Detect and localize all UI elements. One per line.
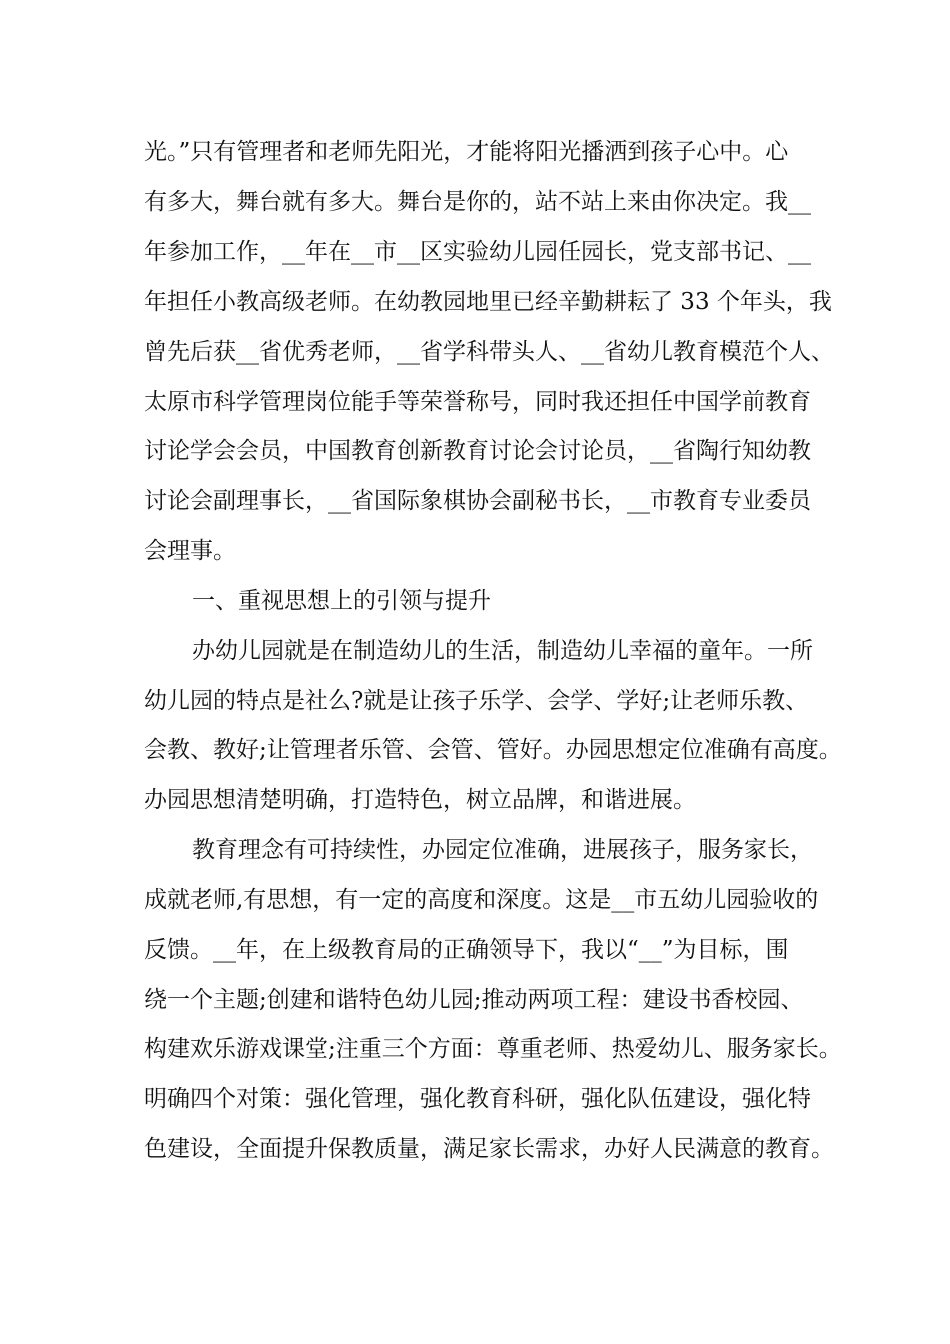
section-heading: 一、重视思想上的引领与提升 [192,588,491,614]
paragraph-line: 办幼儿园就是在制造幼儿的生活，制造幼儿幸福的童年。一所 [192,638,813,664]
paragraph-line: 会教、教好;让管理者乐管、会管、管好。办园思想定位准确有高度。 [144,737,842,763]
paragraph-line: 办园思想清楚明确，打造特色，树立品牌，和谐进展。 [144,787,696,813]
paragraph-line: 讨论会副理事长，__省国际象棋协会副秘书长，__市教育专业委员 [144,488,811,514]
paragraph-line: 年担任小教高级老师。在幼教园地里已经辛勤耕耘了 33 个年头，我 [144,289,832,315]
paragraph-line: 成就老师,有思想，有一定的高度和深度。这是__市五幼儿园验收的 [144,887,819,913]
paragraph-line: 绕一个主题;创建和谐特色幼儿园;推动两项工程：建设书香校园、 [144,987,804,1013]
paragraph-line: 会理事。 [144,538,236,564]
paragraph-line: 明确四个对策：强化管理，强化教育科研，强化队伍建设，强化特 [144,1086,811,1112]
paragraph-line: 曾先后获__省优秀老师，__省学科带头人、__省幼儿教育模范个人、 [144,339,834,365]
paragraph-line: 讨论学会会员，中国教育创新教育讨论会讨论员，__省陶行知幼教 [144,438,811,464]
paragraph-line: 构建欢乐游戏课堂;注重三个方面：尊重老师、热爱幼儿、服务家长。 [144,1036,842,1062]
paragraph-line: 反馈。__年，在上级教育局的正确领导下，我以“__”为目标，围 [144,937,789,963]
paragraph-line: 太原市科学管理岗位能手等荣誉称号，同时我还担任中国学前教育 [144,389,811,415]
paragraph-line: 幼儿园的特点是社么?就是让孩子乐学、会学、学好;让老师乐教、 [144,688,809,714]
paragraph-line: 年参加工作，__年在__市__区实验幼儿园任园长，党支部书记、__ [144,239,811,265]
paragraph-line: 有多大，舞台就有多大。舞台是你的，站不站上来由你决定。我__ [144,189,811,215]
paragraph-line: 光。”只有管理者和老师先阳光，才能将阳光播洒到孩子心中。心 [144,139,789,165]
paragraph-line: 色建设，全面提升保教质量，满足家长需求，办好人民满意的教育。 [144,1136,834,1162]
paragraph-line: 教育理念有可持续性，办园定位准确，进展孩子，服务家长， [192,837,813,863]
